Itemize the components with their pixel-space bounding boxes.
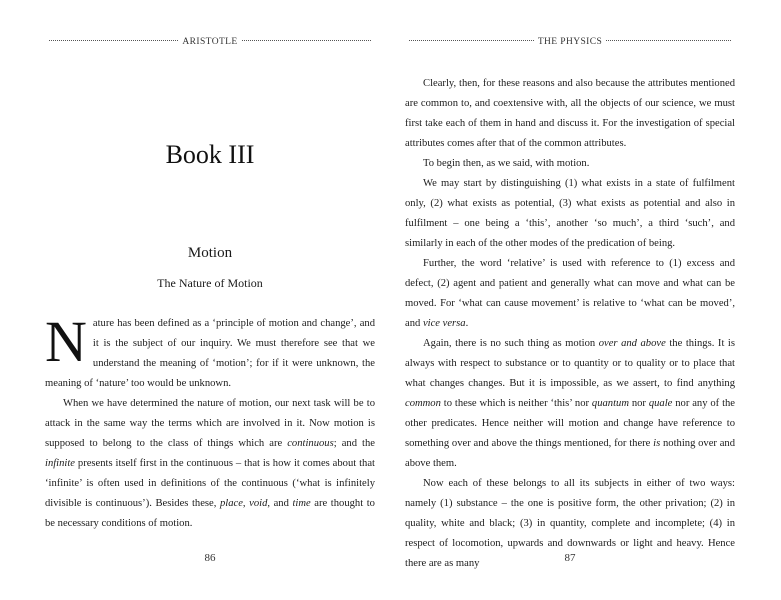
emphasis: vice versa <box>422 318 466 329</box>
paragraph-text: the things. It is always with respect to substance or to quantity or to quality or to place that what changes changes. But it is impossible, as we assert, to find anything <box>405 338 735 389</box>
page-number: 86 <box>204 552 216 564</box>
left-page <box>45 0 375 600</box>
paragraph-text: nor <box>628 398 649 409</box>
leader-dots <box>49 40 178 41</box>
emphasis: void <box>249 498 268 509</box>
paragraph-text: ature has been defined as a ‘principle of motion and change’, and it is the subject of our inquiry. We must therefore see that we understand the meaning of ‘motion’; for if it were unknown, the meaning of ‘nature’ too would be unknown. <box>45 318 375 389</box>
emphasis: place <box>219 498 243 509</box>
paragraph: To begin then, as we said, with motion. <box>423 158 590 169</box>
paragraph-text: , <box>242 498 250 509</box>
drop-cap: N <box>45 314 87 374</box>
left-running-head-text: ARISTOTLE <box>182 37 238 47</box>
paragraph-text: nor any of the other predicates. Hence neither will motion and change have reference to something over and above the things mentioned, for there <box>405 398 736 449</box>
emphasis: is <box>653 438 661 449</box>
paragraph-text: to these which is neither ‘this’ nor <box>440 398 592 409</box>
leader-dots <box>606 40 731 41</box>
emphasis: infinite <box>45 458 76 469</box>
left-running-head <box>45 37 375 47</box>
paragraph-text: , and <box>267 498 293 509</box>
emphasis: quale <box>648 398 673 409</box>
right-running-head <box>405 37 735 47</box>
left-body-text <box>45 314 375 534</box>
paragraph: We may start by distinguishing (1) what exists in a state of fulfilment only, (2) what exists as potential, (3) what exists as potential and also in fulfilment – one being a ‘this’, another ‘so much’, a third ‘such’, and similarly in each of the other modes of the predication of being. <box>405 178 735 249</box>
emphasis: quantum <box>591 398 629 409</box>
paragraph-text: . <box>465 318 469 329</box>
paragraph-text: nothing over and above them. <box>405 438 736 469</box>
paragraph-text: Further, the word ‘relative’ is used with reference to (1) excess and defect, (2) agent and patient and generally what can move and what can be moved. For ‘what can cause movement’ is relative to ‘what can be moved’, and <box>405 258 735 329</box>
paragraph <box>45 394 375 534</box>
right-page <box>405 0 735 600</box>
paragraph <box>405 254 735 334</box>
paragraph <box>45 314 375 394</box>
chapter-title: Motion <box>187 245 233 261</box>
paragraph: Clearly, then, for these reasons and also because the attributes mentioned are common to, and coextensive with, all the objects of our science, we must first take each of them in hand and discuss it. For the investigation of special attributes comes after that of the common attributes. <box>405 78 735 149</box>
emphasis: time <box>292 498 311 509</box>
leader-dots <box>242 40 371 41</box>
right-body-text <box>405 74 735 574</box>
page-number: 87 <box>564 552 576 564</box>
right-running-head-text: THE PHYSICS <box>537 37 603 47</box>
book-title: Book III <box>165 140 255 169</box>
emphasis: over and above <box>598 338 666 349</box>
leader-dots <box>409 40 534 41</box>
paragraph-text: presents itself first in the continuous – that is how it comes about that ‘infinite’ is often used in definitions of the continuous (‘what is infinitely divisible is continuous’). Besides these, <box>45 458 375 509</box>
paragraph-text: ; and the <box>333 438 375 449</box>
paragraph <box>405 334 735 474</box>
paragraph-text: When we have determined the nature of motion, our next task will be to attack in the same way the terms which are involved in it. Now motion is supposed to belong to the class of things which are <box>45 398 375 449</box>
emphasis: common <box>405 398 441 409</box>
emphasis: continuous <box>287 438 334 449</box>
section-title: The Nature of Motion <box>157 276 263 290</box>
paragraph: Now each of these belongs to all its subjects in either of two ways: namely (1) substance – the one is positive form, the other privation; (2) in quality, white and black; (3) in quantity, complete and incomplete; (4) in respect of locomotion, upwards and downwards or light and heavy. Hence there are as many <box>405 478 735 569</box>
paragraph-text: are thought to be necessary conditions of motion. <box>45 498 375 529</box>
paragraph-text: Again, there is no such thing as motion <box>423 338 599 349</box>
